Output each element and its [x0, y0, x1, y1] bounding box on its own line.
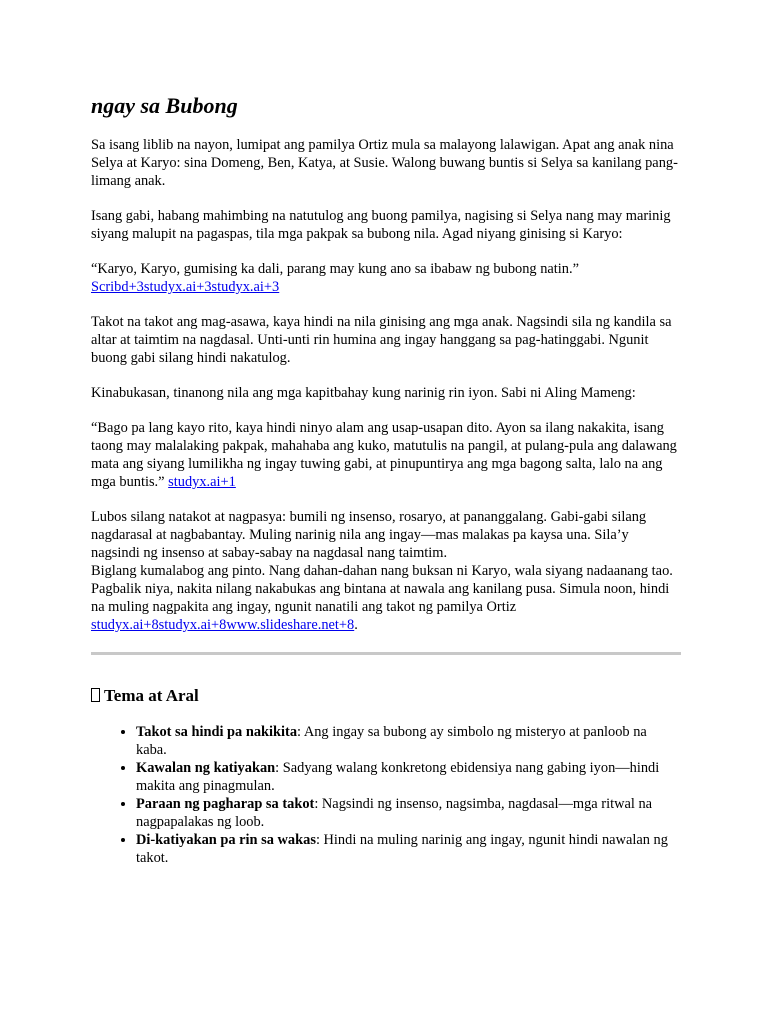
- paragraph-quote-selya: [91, 260, 681, 296]
- list-item-text: : Nagsindi ng insenso, nagsimba, nagdasal—mga ritwal na nagpapalakas ng loob.: [136, 796, 653, 830]
- list-item: [136, 795, 681, 831]
- paragraph-neighbors: Kinabukasan, tinanong nila ang mga kapitbahay kung narinig rin iyon. Sabi ni Aling Mameng:: [91, 385, 636, 401]
- list-item-term: Di-katiyakan pa rin sa wakas: [136, 832, 316, 848]
- list-item: [136, 759, 681, 795]
- paragraph-fear: Takot na takot ang mag-asawa, kaya hindi na nila ginising ang mga anak. Nagsindi sila ng kandila sa altar at taimtim na nagdasal. Unti-unti rin humina ang ingay hanggang sa pag-hatinggabi. Ngunit buong gabi silang hindi nakatulog.: [91, 314, 672, 366]
- list-item-text: : Sadyang walang konkretong ebidensiya nang gabing iyon—hindi makita ang pinagmulan.: [136, 760, 660, 794]
- list-item-term: Kawalan ng katiyakan: [136, 760, 276, 776]
- document-page: [91, 92, 681, 867]
- quote-text: “Bago pa lang kayo rito, kaya hindi ninyo alam ang usap-usapan dito. Ayon sa ilang nakakita, isang taong may malalaking pakpak, mahahaba ang kuko, matutulis na pangil, at pulang-pula ang dalawang mata ang siyang lumilikha ng ingay tuwing gabi, at pinupuntirya ang mga bagong salta, lalo na ang mga buntis.”: [91, 420, 677, 490]
- horizontal-divider: [91, 652, 681, 655]
- section-title-text: Tema at Aral: [104, 686, 199, 705]
- list-item: [136, 723, 681, 759]
- paragraph-ending: [91, 562, 681, 634]
- source-link-slideshare[interactable]: studyx.ai+8studyx.ai+8www.slideshare.net+8: [91, 617, 355, 633]
- section-title: [91, 685, 681, 707]
- ending-period: .: [354, 617, 358, 633]
- paragraph-intro: Sa isang liblib na nayon, lumipat ang pamilya Ortiz mula sa malayong lalawigan. Apat ang anak nina Selya at Karyo: sina Domeng, Ben, Katya, at Susie. Walong buwang buntis si Selya sa kanilang pang-limang anak.: [91, 137, 678, 189]
- list-item-text: : Hindi na muling narinig ang ingay, ngunit hindi nawalan ng takot.: [136, 832, 668, 866]
- theme-list: [91, 723, 681, 867]
- list-item-term: Takot sa hindi pa nakikita: [136, 724, 298, 740]
- source-link-scribd[interactable]: Scribd+3studyx.ai+3studyx.ai+3: [91, 279, 280, 295]
- document-title: ngay sa Bubong: [91, 93, 238, 118]
- quote-text: “Karyo, Karyo, gumising ka dali, parang may kung ano sa ibabaw ng bubong natin.”: [91, 261, 579, 277]
- list-item-term: Paraan ng pagharap sa takot: [136, 796, 315, 812]
- paragraph-quote-mameng: [91, 419, 681, 491]
- list-item-text: : Ang ingay sa bubong ay simbolo ng misteryo at panloob na kaba.: [136, 724, 647, 758]
- paragraph-night: Isang gabi, habang mahimbing na natutulog ang buong pamilya, nagising si Selya nang may marinig siyang malupit na pagaspas, tila mga pakpak sa bubong nila. Agad niyang ginising si Karyo:: [91, 208, 671, 242]
- missing-glyph-icon: [91, 688, 100, 702]
- paragraph-prayer: Lubos silang natakot at nagpasya: bumili ng insenso, rosaryo, at pananggalang. Gabi-gabi silang nagdarasal at nagbabantay. Muling narinig nila ang ingay—mas malakas pa kaysa una. Sila’y nagsindi ng insenso at sabay-sabay na nagdasal nang taimtim.: [91, 509, 647, 561]
- list-item: [136, 831, 681, 867]
- source-link-studyx[interactable]: studyx.ai+1: [168, 474, 236, 490]
- ending-text: Biglang kumalabog ang pinto. Nang dahan-dahan nang buksan ni Karyo, wala siyang nadaanang tao. Pagbalik niya, nakita nilang nakabukas ang bintana at nawala ang kanilang pusa. Simula noon, hindi na muling nagpakita ang ingay, ngunit nanatili ang takot ng pamilya Ortiz: [91, 563, 673, 615]
